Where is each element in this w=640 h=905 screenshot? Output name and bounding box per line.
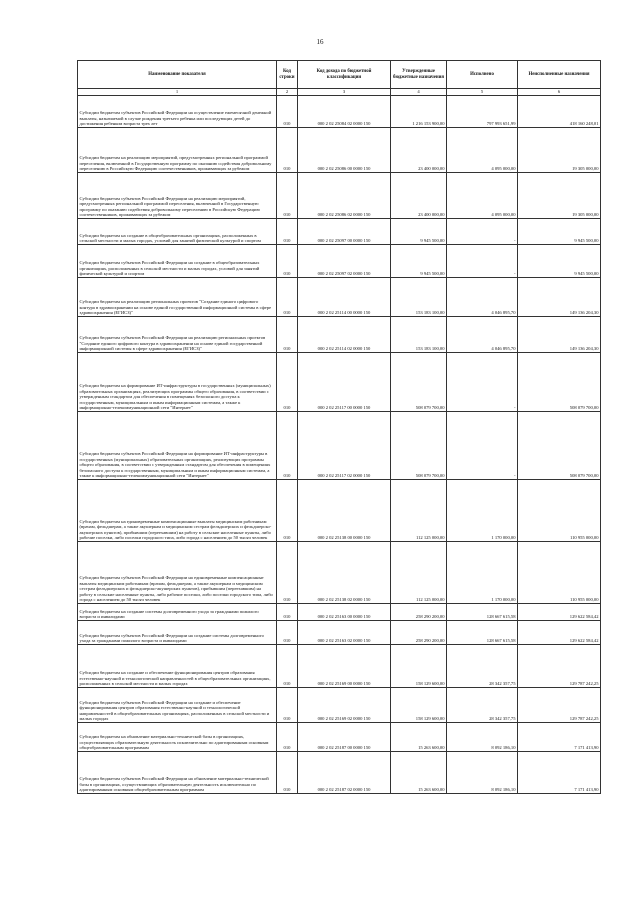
row-unexecuted-cell: 508 079 700,00 [518,353,601,412]
row-executed-cell: 4 095 000,00 [447,173,518,219]
row-name-cell: Субсидии бюджетам субъектов Российской Федерации на обновление материально-технической базы в организациях, осуществляющих образовательную деятельность исключительно по адаптированным основным общеобразовательным программам [78,752,277,794]
table-row [78,412,601,480]
table-row [78,621,601,645]
table-row [78,173,601,219]
row-income-code-cell: 000 2 02 25086 00 0000 150 [298,128,391,173]
row-name-cell: Субсидии бюджетам субъектов Российской Федерации на осуществление ежемесячной денежной выплаты, назначаемой в случае рождения третьего ребенка или последующих детей до достижения ребенком возраста трех лет [78,96,277,128]
column-index: 4 [391,89,447,96]
row-unexecuted-cell: 129 787 242,25 [518,688,601,723]
row-income-code-cell: 000 2 02 25163 00 0000 150 [298,604,391,621]
row-approved-cell: 158 129 600,00 [391,645,447,688]
row-unexecuted-cell: 7 171 413,90 [518,752,601,794]
table-row [78,245,601,278]
table-row [78,317,601,353]
row-name-cell: Субсидии бюджетам субъектов Российской Федерации на реализацию мероприятий, предусмотренных региональной программой переселения, включенной в Государственную программу по оказанию содействия добровольному переселению в Российскую Федерацию соотечественников, проживающих за рубежом [78,173,277,219]
row-approved-cell: 153 183 100,00 [391,278,447,317]
row-code-cell: 010 [277,173,298,219]
row-name-cell: Субсидии бюджетам на единовременные компенсационные выплаты медицинским работникам (врачам, фельдшерам, а также акушеркам и медицинским сестрам фельдшерских и фельдшерско-акушерских пунктов), прибывшим (переехавшим) на работу в сельские населенные пункты, либо рабочие поселки, либо поселки городского типа, либо города с населением до 50 тысяч человек [78,480,277,542]
row-executed-cell: 4 095 000,00 [447,128,518,173]
row-approved-cell: 15 263 600,00 [391,723,447,752]
row-income-code-cell: 000 2 02 25163 02 0000 150 [298,621,391,645]
row-executed-cell: - [447,412,518,480]
row-approved-cell: 258 290 200,00 [391,604,447,621]
row-code-cell: 010 [277,353,298,412]
row-name-cell: Субсидии бюджетам субъектов Российской Федерации на создание в общеобразовательных организациях, расположенных в сельской местности и малых городах, условий для занятий физической культурой и спортом [78,245,277,278]
row-code-cell: 010 [277,96,298,128]
row-unexecuted-cell: 129 622 584,42 [518,604,601,621]
row-approved-cell: 158 129 600,00 [391,688,447,723]
row-name-cell: Субсидии бюджетам субъектов Российской Федерации на создание системы долговременного ухода за гражданами пожилого возраста и инвалидами [78,621,277,645]
row-approved-cell: 258 290 200,00 [391,621,447,645]
table-row [78,96,601,128]
row-name-cell: Субсидии бюджетам на формирование ИТ-инфраструктуры в государственных (муниципальных) образовательных организациях, реализующих программы общего образования, в соответствии с утвержденным стандартом для обеспечения в помещениях безопасного доступа к государственным, муниципальным и иным информационным системам, а также к информационно-телекоммуникационной сети "Интернет" [78,353,277,412]
budget-execution-table [77,60,601,794]
column-index: 6 [518,89,601,96]
row-approved-cell: 23 400 000,00 [391,173,447,219]
row-approved-cell: 112 125 000,00 [391,542,447,604]
row-income-code-cell: 000 2 02 25114 00 0000 150 [298,278,391,317]
row-code-cell: 010 [277,278,298,317]
row-code-cell: 010 [277,245,298,278]
column-index: 2 [277,89,298,96]
row-approved-cell: 153 183 100,00 [391,317,447,353]
row-name-cell: Субсидии бюджетам на создание системы долговременного ухода за гражданами пожилого возраста и инвалидами [78,604,277,621]
table-row [78,723,601,752]
header-code: Код строки [277,61,298,89]
row-unexecuted-cell: 129 622 584,42 [518,621,601,645]
table-row [78,219,601,245]
row-code-cell: 010 [277,219,298,245]
row-income-code-cell: 000 2 02 25187 02 0000 150 [298,752,391,794]
row-code-cell: 010 [277,752,298,794]
column-index: 3 [298,89,391,96]
table-row [78,752,601,794]
row-income-code-cell: 000 2 02 25117 00 0000 150 [298,353,391,412]
row-approved-cell: 15 263 600,00 [391,752,447,794]
row-executed-cell: 28 342 357,75 [447,645,518,688]
row-code-cell: 010 [277,621,298,645]
row-income-code-cell: 000 2 02 25114 02 0000 150 [298,317,391,353]
row-unexecuted-cell: 19 305 000,00 [518,128,601,173]
header-approved: Утвержденные бюджетные назначения [391,61,447,89]
header-unexecuted: Неисполненные назначения [518,61,601,89]
row-executed-cell: 8 092 186,10 [447,723,518,752]
table-body [78,96,601,794]
row-approved-cell: 112 125 000,00 [391,480,447,542]
row-unexecuted-cell: 9 945 500,00 [518,219,601,245]
row-unexecuted-cell: 19 305 000,00 [518,173,601,219]
row-code-cell: 010 [277,128,298,173]
row-income-code-cell: 000 2 02 25084 02 0000 150 [298,96,391,128]
row-unexecuted-cell: 7 171 413,90 [518,723,601,752]
row-executed-cell: 128 667 615,58 [447,604,518,621]
row-code-cell: 010 [277,688,298,723]
row-executed-cell: 128 667 615,58 [447,621,518,645]
row-code-cell: 010 [277,542,298,604]
row-unexecuted-cell: 508 079 700,00 [518,412,601,480]
row-income-code-cell: 000 2 02 25097 00 0000 150 [298,219,391,245]
table-row [78,604,601,621]
row-income-code-cell: 000 2 02 25169 02 0000 150 [298,688,391,723]
row-unexecuted-cell: 149 136 204,30 [518,278,601,317]
row-code-cell: 010 [277,317,298,353]
row-income-code-cell: 000 2 02 25169 00 0000 150 [298,645,391,688]
table-row [78,542,601,604]
row-executed-cell: 4 046 895,70 [447,317,518,353]
row-approved-cell: 23 400 000,00 [391,128,447,173]
row-income-code-cell: 000 2 02 25086 02 0000 150 [298,173,391,219]
row-unexecuted-cell: 129 787 242,25 [518,645,601,688]
row-name-cell: Субсидии бюджетам субъектов Российской Федерации на реализацию региональных проектов "Создание единого цифрового контура в здравоохранении на основе единой государственной информационной системы в сфере здравоохранения (ЕГИСЗ)" [78,317,277,353]
row-executed-cell: - [447,245,518,278]
row-code-cell: 010 [277,604,298,621]
row-executed-cell: 8 092 186,10 [447,752,518,794]
row-approved-cell: 1 216 153 900,00 [391,96,447,128]
row-income-code-cell: 000 2 02 25187 00 0000 150 [298,723,391,752]
row-name-cell: Субсидии бюджетам субъектов Российской Федерации на единовременные компенсационные выплаты медицинским работникам (врачам, фельдшерам, а также акушеркам и медицинским сестрам фельдшерских и фельдшерско-акушерских пунктов), прибывшим (переехавшим) на работу в сельские населенные пункты, либо рабочие поселки, либо поселки городского типа, либо города с населением до 50 тысяч человек [78,542,277,604]
row-unexecuted-cell: 418 160 248,01 [518,96,601,128]
row-name-cell: Субсидии бюджетам на создание в общеобразовательных организациях, расположенных в сельской местности и малых городах, условий для занятий физической культурой и спортом [78,219,277,245]
table-row [78,128,601,173]
row-approved-cell: 9 945 500,00 [391,245,447,278]
row-executed-cell: 797 993 651,99 [447,96,518,128]
table-row [78,480,601,542]
row-name-cell: Субсидии бюджетам на реализацию региональных проектов "Создание единого цифрового контура в здравоохранении на основе единой государственной информационной системы в сфере здравоохранения (ЕГИСЗ)" [78,278,277,317]
header-executed: Исполнено [447,61,518,89]
row-name-cell: Субсидии бюджетам субъектов Российской Федерации на создание и обеспечение функционирования центров образования естественно-научной и технологической направленностей в общеобразовательных организациях, расположенных в сельской местности и малых городах [78,688,277,723]
row-unexecuted-cell: 9 945 500,00 [518,245,601,278]
column-index: 5 [447,89,518,96]
row-executed-cell: 1 170 000,00 [447,542,518,604]
table-row [78,278,601,317]
row-code-cell: 010 [277,412,298,480]
header-row [78,61,601,89]
row-income-code-cell: 000 2 02 25097 02 0000 150 [298,245,391,278]
row-income-code-cell: 000 2 02 25138 02 0000 150 [298,542,391,604]
row-unexecuted-cell: 110 955 000,00 [518,542,601,604]
row-unexecuted-cell: 110 955 000,00 [518,480,601,542]
table-row [78,645,601,688]
table-row [78,688,601,723]
row-executed-cell: - [447,219,518,245]
column-index-row [78,89,601,96]
row-executed-cell: 28 342 357,75 [447,688,518,723]
row-name-cell: Субсидии бюджетам на обновление материально-технической базы в организациях, осуществляющих образовательную деятельность исключительно по адаптированным основным общеобразовательным программам [78,723,277,752]
row-code-cell: 010 [277,645,298,688]
table-row [78,353,601,412]
column-index: 1 [78,89,277,96]
row-income-code-cell: 000 2 02 25117 02 0000 150 [298,412,391,480]
header-income-code: Код дохода по бюджетной классификации [298,61,391,89]
row-approved-cell: 9 945 500,00 [391,219,447,245]
row-approved-cell: 508 079 700,00 [391,412,447,480]
row-executed-cell: 1 170 000,00 [447,480,518,542]
page-number: 16 [316,38,324,46]
row-unexecuted-cell: 149 136 204,30 [518,317,601,353]
row-code-cell: 010 [277,723,298,752]
row-approved-cell: 508 079 700,00 [391,353,447,412]
row-name-cell: Субсидии бюджетам на создание и обеспечение функционирования центров образования естественно-научной и технологической направленностей в общеобразовательных организациях, расположенных в сельской местности и малых городах [78,645,277,688]
row-executed-cell: - [447,353,518,412]
row-code-cell: 010 [277,480,298,542]
header-name: Наименование показателя [78,61,277,89]
row-name-cell: Субсидии бюджетам субъектов Российской Федерации на формирование ИТ-инфраструктуры в государственных (муниципальных) образовательных организациях, реализующих программы общего образования, в соответствии с утвержденным стандартом для обеспечения в помещениях безопасного доступа к государственным, муниципальным и иным информационным системам, а также к информационно-телекоммуникационной сети "Интернет" [78,412,277,480]
row-name-cell: Субсидии бюджетам на реализацию мероприятий, предусмотренных региональной программой переселения, включенной в Государственную программу по оказанию содействия добровольному переселению в Российскую Федерацию соотечественников, проживающих за рубежом [78,128,277,173]
row-executed-cell: 4 046 895,70 [447,278,518,317]
row-income-code-cell: 000 2 02 25138 00 0000 150 [298,480,391,542]
